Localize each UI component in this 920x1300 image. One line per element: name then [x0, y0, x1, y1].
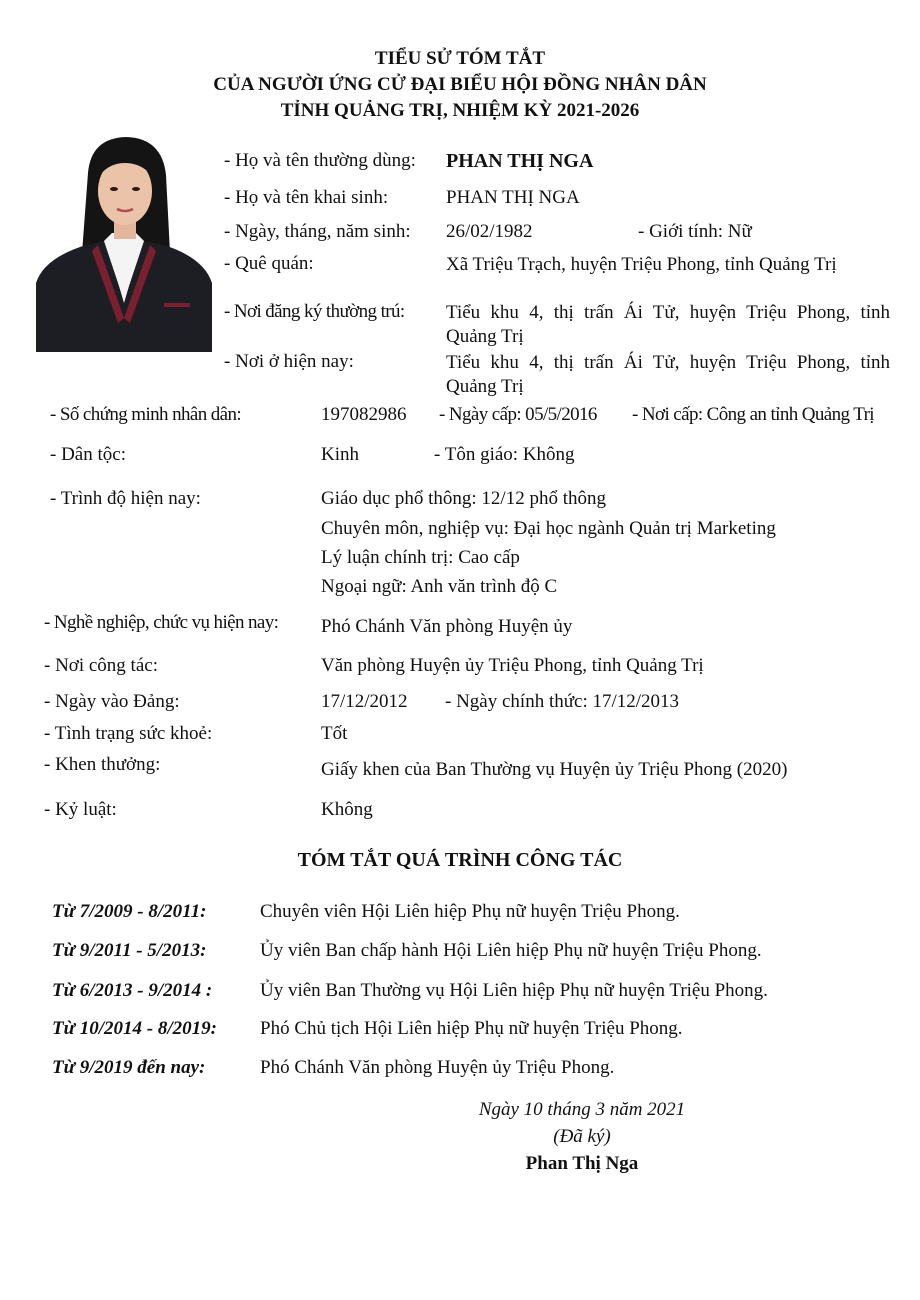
current-value: Tiểu khu 4, thị trấn Ái Tử, huyện Triệu Phong, tỉnh Quảng Trị [446, 352, 890, 397]
current-label: - Nơi ở hiện nay: [224, 351, 354, 372]
award-value: Giấy khen của Ban Thường vụ Huyện ủy Triệu Phong (2020) [321, 759, 788, 780]
religion-value: - Tôn giáo: Không [434, 444, 575, 465]
career-desc: Ủy viên Ban chấp hành Hội Liên hiệp Phụ nữ huyện Triệu Phong. [260, 940, 762, 961]
hometown-value: Xã Triệu Trạch, huyện Triệu Phong, tỉnh Quảng Trị [446, 254, 837, 275]
ethnic-label: - Dân tộc: [50, 444, 126, 465]
doc-title-line2: CỦA NGƯỜI ỨNG CỬ ĐẠI BIỂU HỘI ĐỒNG NHÂN DÂN [213, 74, 707, 95]
workplace-value: Văn phòng Huyện ủy Triệu Phong, tỉnh Quảng Trị [321, 655, 704, 676]
career-period: Từ 6/2013 - 9/2014 : [52, 980, 213, 1001]
career-period: Từ 10/2014 - 8/2019: [52, 1018, 217, 1039]
workplace-label: - Nơi công tác: [44, 655, 158, 676]
common-name-label: - Họ và tên thường dùng: [224, 150, 416, 171]
ethnic-value: Kinh [321, 444, 359, 465]
discipline-label: - Kỷ luật: [44, 799, 117, 820]
portrait-photo [36, 133, 212, 352]
education-major: Chuyên môn, nghiệp vụ: Đại học ngành Quản trị Marketing [321, 518, 776, 539]
hometown-label: - Quê quán: [224, 253, 314, 274]
career-title: TÓM TẮT QUÁ TRÌNH CÔNG TÁC [297, 849, 623, 871]
id-date: - Ngày cấp: 05/5/2016 [439, 404, 597, 425]
id-place: - Nơi cấp: Công an tỉnh Quảng Trị [632, 404, 874, 425]
education-language: Ngoại ngữ: Anh văn trình độ C [321, 576, 558, 597]
portrait-drawing [36, 133, 212, 352]
education-label: - Trình độ hiện nay: [50, 488, 201, 509]
id-label: - Số chứng minh nhân dân: [50, 404, 242, 425]
career-desc: Ủy viên Ban Thường vụ Hội Liên hiệp Phụ nữ huyện Triệu Phong. [260, 980, 768, 1001]
dob-label: - Ngày, tháng, năm sinh: [224, 221, 411, 242]
career-period: Từ 9/2011 - 5/2013: [52, 940, 207, 961]
common-name-value: PHAN THỊ NGA [446, 150, 594, 172]
id-value: 197082986 [321, 404, 407, 425]
birth-name-label: - Họ và tên khai sinh: [224, 187, 389, 208]
party-date: 17/12/2012 [321, 691, 408, 712]
permanent-value: Tiểu khu 4, thị trấn Ái Tử, huyện Triệu Phong, tỉnh Quảng Trị [446, 302, 890, 347]
job-label: - Nghề nghiệp, chức vụ hiện nay: [44, 612, 279, 633]
health-label: - Tình trạng sức khoẻ: [44, 723, 213, 744]
health-value: Tốt [321, 723, 348, 744]
party-label: - Ngày vào Đảng: [44, 691, 180, 712]
career-period: Từ 9/2019 đến nay: [52, 1057, 206, 1078]
party-official: - Ngày chính thức: 17/12/2013 [445, 691, 680, 712]
education-general: Giáo dục phổ thông: 12/12 phổ thông [321, 488, 606, 509]
career-desc: Phó Chánh Văn phòng Huyện ủy Triệu Phong. [260, 1057, 615, 1078]
career-desc: Chuyên viên Hội Liên hiệp Phụ nữ huyện Triệu Phong. [260, 901, 680, 922]
dob-value: 26/02/1982 [446, 221, 533, 242]
doc-title-line1: TIỂU SỬ TÓM TẮT [374, 48, 546, 69]
award-label: - Khen thưởng: [44, 754, 161, 775]
career-desc: Phó Chủ tịch Hội Liên hiệp Phụ nữ huyện Triệu Phong. [260, 1018, 683, 1039]
education-politics: Lý luận chính trị: Cao cấp [321, 547, 520, 568]
gender-value: - Giới tính: Nữ [638, 221, 752, 242]
job-value: Phó Chánh Văn phòng Huyện ủy [321, 616, 573, 637]
signature-status: (Đã ký) [553, 1126, 611, 1147]
birth-name-value: PHAN THỊ NGA [446, 187, 580, 208]
permanent-label: - Nơi đăng ký thường trú: [224, 301, 405, 322]
doc-title-line3: TỈNH QUẢNG TRỊ, NHIỆM KỲ 2021-2026 [280, 100, 640, 121]
signature-name: Phan Thị Nga [525, 1153, 639, 1174]
career-period: Từ 7/2009 - 8/2011: [52, 901, 207, 922]
discipline-value: Không [321, 799, 373, 820]
signature-date: Ngày 10 tháng 3 năm 2021 [478, 1099, 686, 1120]
